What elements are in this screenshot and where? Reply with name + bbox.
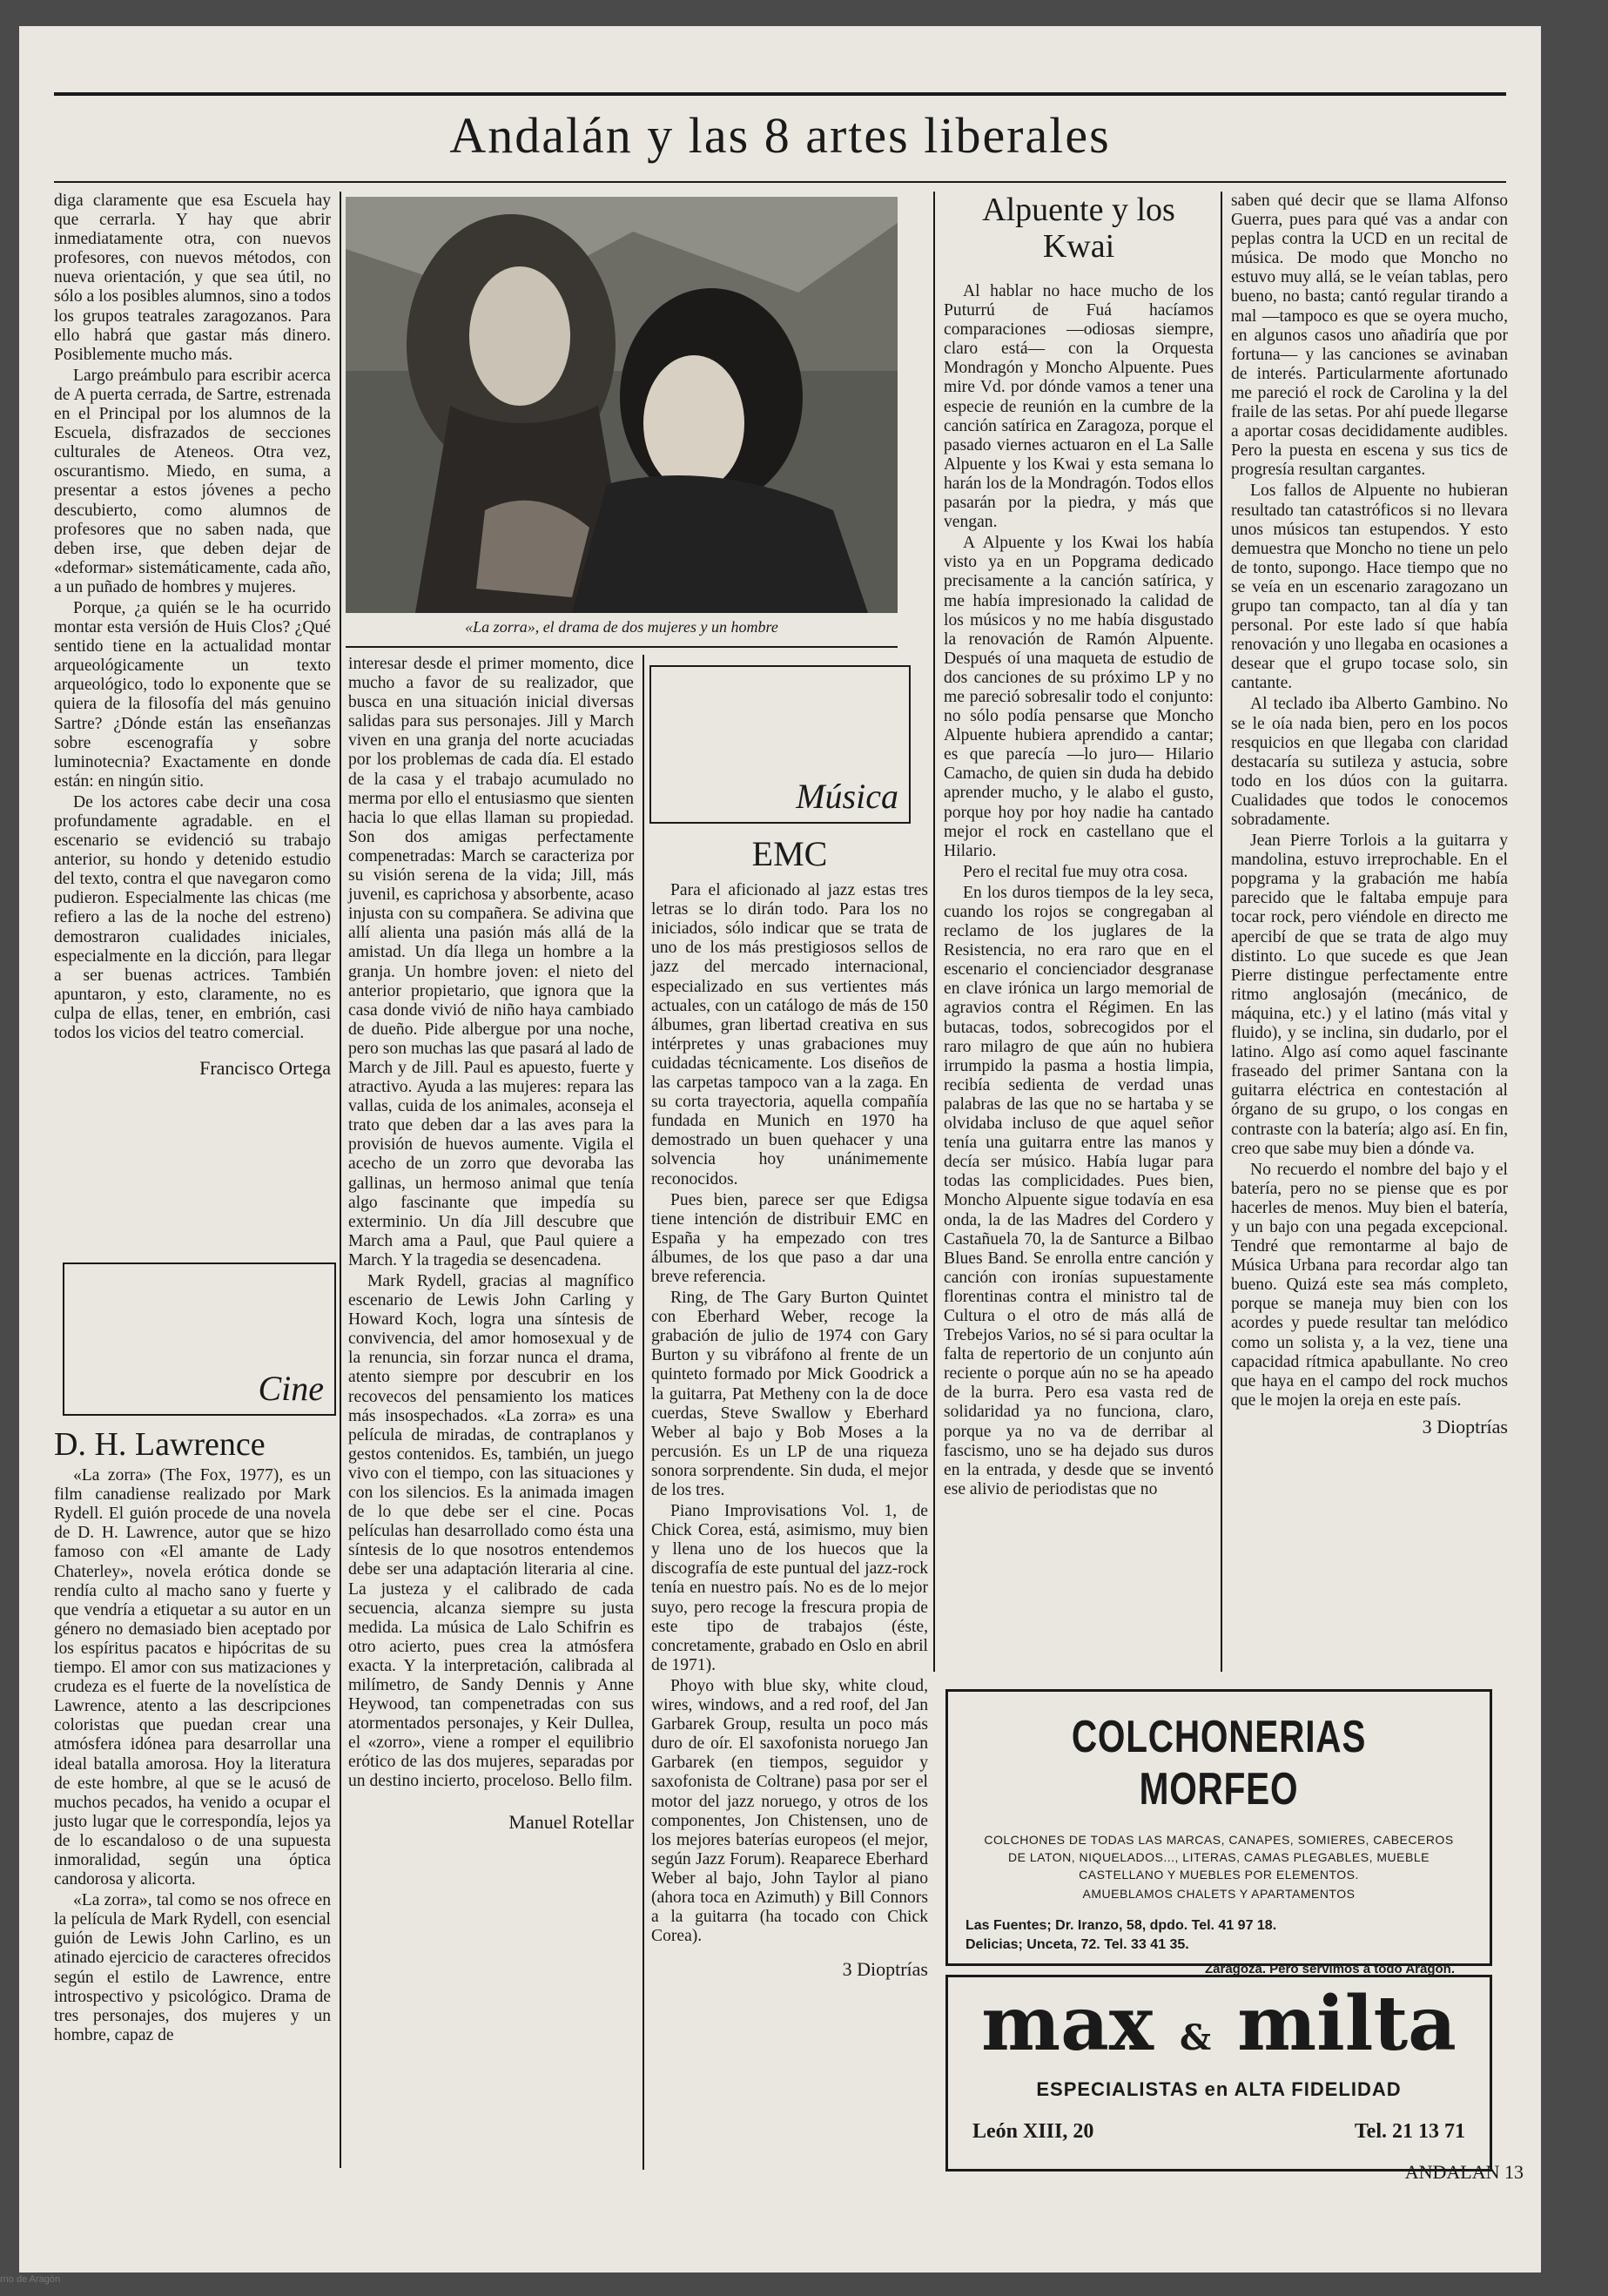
musica-paragraph: Para el aficionado al jazz estas tres letras se lo dirán todo. Para los no iniciados, sólo indicar que se trata de uno de los más prestigiosos sellos de jazz del mercado internacional, especializado en sus vertientes más actuales, con un catálogo de más de 150 álbumes, gran libertad creativa en sus intérpretes y unas grabaciones muy cuidadas técnicamente. Los diseños de las carpetas tampoco van a la zaga. En su corta trayectoria, aquella compañía fundada en Munich en 1970 ha demostrado un buen quehacer y una solvencia hoy unánimemente reconocidos.: [651, 881, 928, 1188]
ad-max-phone: Tel. 21 13 71: [1354, 2120, 1465, 2143]
musica-headline: EMC: [751, 834, 828, 873]
newspaper-page: [19, 26, 1541, 2272]
column-rule: [340, 192, 341, 2168]
musica-paragraph: Phoyo with blue sky, white cloud, wires, windows, and a red roof, del Jan Garbarek Group, resulta un poco más duro de oír. El saxofonista noruego Jan Garbarek (en tiempos, seguidor y saxofonista de Coltrane) pasa por ser el motor del jazz noruego, y otros de los componentes, Jon Chistensen, uno de los mejores baterías europeos (el mejor, según Jazz Forum). Reaparece Eberhard Weber al bajo, John Taylor al piano (ahora toca en Azimuth) y Bill Connors a la guitarra (ha tocado con Chick Corea).: [651, 1676, 928, 1946]
ad-morfeo-address-1: Las Fuentes; Dr. Iranzo, 58, dpdo. Tel. 41 97 18.: [965, 1918, 1277, 1933]
ad-max-brand-a: max: [981, 1980, 1154, 2068]
cine-paragraph: interesar desde el primer momento, dice mucho a favor de su realizador, que busca en una situación inicial diversas salidas para sus personajes. Jill y March viven en una granja del norte acuciadas por los problemas de cada día. El estado de la casa y el trabajo acumulado no merma por ello el entusiasmo que sienten hacia lo que ellas llaman su propiedad. Son dos amigas perfectamente compenetradas: March se caracteriza por su visión serena de la vida; Jill, más juvenil, es caprichosa y absorbente, acaso injusta con su compañera. Se adivina que allí alienta una pasión más allá de la amistad. Un día llega un hombre a la granja. Un hombre joven: el nieto del anterior propietario, que ignora que la casa donde vivió de niño haya cambiado de dueño. Pide albergue por una noche, pero son muchas las que pasará al lado de March y de Jill. Paul es apuesto, fuerte y atractivo. Ayuda a las mujeres: repara las vallas, cuida de los animales, aconseja el trato que deben dar a las aves para la provisión de huevos aumente. Vigila el acecho de un zorro que devoraba las gallinas, un hermoso animal que tenía algo fascinante que impedía su exterminio. Un día Jill descubre que March ama a Paul, que Paul quiere a March. Y la tragedia se desencadena.: [348, 655, 634, 1269]
musica-column: [651, 834, 928, 1981]
ad-max-ampersand: &: [1180, 2017, 1212, 2058]
film-still-photo: [346, 197, 898, 613]
cine-headline: D. H. Lawrence: [54, 1426, 266, 1463]
ad-morfeo-description: COLCHONES DE TODAS LAS MARCAS, CANAPES, SOMIERES, CABECEROS DE LATON, NIQUELADOS..., LITERAS, CAMAS PLEGABLES, MUEBLE CASTELLANO Y MUEBLES POR ELEMENTOS.: [984, 1833, 1454, 1882]
ad-max-milta-logo: [948, 1980, 1490, 2078]
ad-max-specialty: ESPECIALISTAS en ALTA FIDELIDAD: [1036, 2078, 1402, 2100]
theatre-author: Francisco Ortega: [199, 1057, 331, 1080]
musica-paragraph: Piano Improvisations Vol. 1, de Chick Corea, está, asimismo, muy bien y llena uno de los huecos que la discografía de este puntual del jazz-rock tenía en nuestro país. No es de lo mejor suyo, pero recoge la frescura propia de este tipo de trabajos (éste, concretamente, grabado en Oslo en abril de 1971).: [651, 1502, 928, 1674]
theatre-paragraph: diga claramente que esa Escuela hay que cerrarla. Y hay que abrir inmediatamente otra, con nuevos profesores, con nuevos métodos, con nueva orientación, y que sea útil, no sólo a los posibles alumnos, sino a todos los grupos teatrales zaragozanos. Para ello habrá que gastar más dinero. Posiblemente mucho más.: [54, 192, 331, 364]
cine-label: Cine: [258, 1369, 324, 1408]
archive-credit: rno de Aragón: [0, 2274, 61, 2285]
title-rule: [54, 181, 1506, 183]
column-rule: [933, 192, 935, 1672]
column-rule: [643, 655, 644, 2170]
ad-max-contact-row: [972, 2120, 1465, 2144]
theatre-column: [54, 192, 331, 1078]
cine-continued-column: [348, 655, 634, 1832]
alpuente-paragraph: En los duros tiempos de la ley seca, cuando los rojos se congregaban al reclamo de los juglares de la Resistencia, no era raro que en el escenario el concienciador desgranase en clave irónica un largo memorial de agravios contra el Régimen. En las butacas, todos, sobrecogidos por el raro milagro de que aún no hubiera irrumpido la pasma a hostia limpia, recibía sedienta de verdad unas palabras de las que no se hartaba y se olvidaba incluso de que aquel señor tenía una guitarra entre las manos y decía ser músico. Había lugar para todas las complicidades. Pues bien, Moncho Alpuente sigue todavía en esa onda, la de las Madres del Cordero y Castañuela 70, la de Santurce a Bilbao Blues Band. Se enrolla entre canción y canción con ironías supuestamente florentinas contra el ministro tal de Cultura o el otro de más allá de Trebejos Varios, no sé si para ocultar la falta de repertorio de un conjunto aún reciente o porque aún no se ha apeado de la burra. Pero esa vasta red de solidaridad ya no funciona, claro, porque ya no va de derribar al fascismo, uno se ha dejado sus duros en la entrada, y desde que se inventó ese alivio de periodistas que no: [944, 883, 1214, 1498]
alpuente-headline: Alpuente y los Kwai: [982, 192, 1175, 265]
photo-caption: «La zorra», el drama de dos mujeres y un hombre: [465, 618, 778, 636]
cine-column: [54, 1426, 331, 2047]
theatre-paragraph: Porque, ¿a quién se le ha ocurrido montar esta versión de Huis Clos? ¿Qué sentido tiene en la actualidad montar arqueológicamente un texto arqueológico, todo lo exponente que se quiera de la filosofía del más genuino Sartre? ¿Dónde están las enseñanzas sobre escenografía y sobre luminotecnia? Exactamente en donde están: en ningún sitio.: [54, 598, 331, 791]
alpuente-paragraph: Los fallos de Alpuente no hubieran resultado tan catastróficos si no llevara unos músicos tan estupendos. Y esto demuestra que Moncho no tiene un pelo de tonto, supongo. Hace tiempo que no se veía en un escenario zaragozano un grupo tan compacto, tan al día y tan personal. Por este lado sí que había renovación y uno llegaba en ocasiones a desear que el grupo tocase solo, sin cantante.: [1231, 481, 1508, 693]
alpuente-paragraph: Al hablar no hace mucho de los Puturrú de Fuá hacíamos comparaciones —odiosas siempre, claro está— con la Orquesta Mondragón y Moncho Alpuente. Pues mire Vd. por dónde vamos a tener una especie de reunión en la cumbre de la canción satírica en Zaragoza, porque el pasado viernes actuaron en el La Salle Alpuente y los Kwai y esta semana lo harán los de la Mondragón. Todos ellos pasarán por la piedra, y más que vengan.: [944, 282, 1214, 532]
musica-paragraph: Pues bien, parece ser que Edigsa tiene intención de distribuir EMC en España y ha empezado con tres álbumes, de los que paso a dar una breve referencia.: [651, 1190, 928, 1286]
cine-section-box: [63, 1262, 336, 1416]
ad-morfeo-description-2: AMUEBLAMOS CHALETS Y APARTAMENTOS: [1082, 1887, 1356, 1901]
cine-paragraph: «La zorra», tal como se nos ofrece en la película de Mark Rydell, con esencial guión de Lewis John Carlino, es un atinado ejercicio de caracteres ofrecidos según el estilo de Lawrence, entre introspectivo y psicológico. Drama de tres personajes, dos mujeres y un hombre, capaz de: [54, 1891, 331, 2044]
ad-max-address: León XIII, 20: [972, 2120, 1094, 2143]
caption-rule: [346, 646, 898, 648]
musica-paragraph: Ring, de The Gary Burton Quintet con Eberhard Weber, recoge la grabación de julio de 1974 con Gary Burton y su vibráfono al frente de un quinteto formado por Mick Goodrick a la guitarra, Pat Metheny con la de doce cuerdas, Steve Swallow y Eberhard Weber al bajo y Bob Moses a la percusión. Es un LP de una riqueza sonora sorprendente. Sin duda, el mejor de los tres.: [651, 1289, 928, 1499]
page-title: Andalán y las 8 artes liberales: [449, 107, 1111, 164]
ad-morfeo-brand: COLCHONERIAS MORFEO: [1071, 1712, 1367, 1815]
ad-morfeo-footer: Zaragoza. Pero servimos a todo Aragón.: [1204, 1962, 1455, 1976]
musica-section-box: [649, 665, 911, 824]
alpuente-paragraph: No recuerdo el nombre del bajo y el batería, pero no se piense que es por hacerles de menos. Muy bien el batería, y un bajo con una pegada excepcional. Tendré que remontarme al bajo de Música Urbana para recordar algo tan bueno. Quizá este sea más completo, porque se maneja muy bien con los acordes y puede resultar tan melódico como un solista y, a la vez, tiene una capacidad rítmica apabullante. No creo que haya en el campo del rock muchos que le mojen la oreja en este país.: [1231, 1160, 1508, 1410]
column-rule: [1221, 192, 1222, 1672]
alpuente-continued-column: [1231, 192, 1508, 1437]
alpuente-author: 3 Dioptrías: [1422, 1415, 1508, 1438]
alpuente-paragraph: Jean Pierre Torlois a la guitarra y mandolina, estuvo irreprochable. En el popgrama y la grabación me había parecido que le faltaba empuje para tocar rock, pero viéndole en directo me apercibí de que se trata de algo muy distinto. Lo que sucede es que Jean Pierre distingue perfectamente entre ritmo anglosajón (mecánico, de máquina, etc.) y el latino (más vital y fluido), y se inclina, sin dudarlo, por el latino. Algo así como aquel fascinante fraseado del primer Santana con la guitarra eléctrica en contestación al órgano de su grupo, o los congas en contraste con la batería; algo así. En fin, creo que sabe muy bien a dónde va.: [1231, 832, 1508, 1158]
cine-paragraph: «La zorra» (The Fox, 1977), es un film canadiense realizado por Mark Rydell. El guión procede de una novela de D. H. Lawrence, autor que se hizo famoso con «El amante de Lady Chaterley», novela erótica donde se rendía culto al macho sano y fuerte y que vendría a etiquetar a su autor en un género no demasiado bien aceptado por los espíritus pacatos e hipócritas de su tiempo. El amor con sus matizaciones y crudeza es el fuerte de la novelística de Lawrence, atento a las descripciones coloristas que puedan crear una atmósfera idónea para desarrollar una ideal batalla amorosa. Hoy la literatura de este hombre, al que se le acusó de muchos pecados, ha venido a ocupar el justo lugar que le correspondía, lejos ya de lo escandaloso o de una supuesta inmoralidad, según una óptica candorosa y alicorta.: [54, 1466, 331, 1889]
alpuente-paragraph: A Alpuente y los Kwai los había visto ya en un Popgrama dedicado precisamente a la canción satírica, y me había impresionado la calidad de los músicos y no me había disgustado la renovación de Ramón Alpuente. Después oí una maqueta de estudio de dos canciones de su próximo LP y no me pareció sobresalir todo el conjunto: no sólo podía pensarse que Moncho Alpuente hubiera aprendido a cantar; es que parecía —lo juro— Hilario Camacho, de quien sin duda ha debido aprender mucho, y le alabo el gusto, porque hoy por hoy nadie ha cantado mejor el rock en castellano que el Hilario.: [944, 534, 1214, 860]
ad-colchonerias-morfeo: [945, 1689, 1492, 1976]
ad-max-milta: [945, 1975, 1492, 2171]
top-rule: [54, 92, 1506, 96]
ad-max-brand-b: milta: [1237, 1980, 1457, 2068]
theatre-paragraph: De los actores cabe decir una cosa profundamente agradable. en el escenario se evidenció su trabajo anterior, su hondo y detenido estudio del texto, contra el que navegaron como pudieron. Especialmente las chicas (me refiero a las de la noche del estreno) demostraron cualidades iniciales, especialmente en la dicción, para llegar a ser buenas actrices. También apuntaron, y esto, claramente, no es culpa de ellas, tener, en embrión, casi todos los vicios del teatro comercial.: [54, 792, 331, 1043]
page-folio: ANDALAN 13: [1404, 2161, 1524, 2183]
musica-label: Música: [796, 777, 898, 816]
theatre-paragraph: Largo preámbulo para escribir acerca de A puerta cerrada, de Sartre, estrenada en el Principal por los alumnos de la Escuela, disfrazados de secciones culturales de Ateneos. Otra vez, oscurantismo. Miedo, en suma, a presentar a estos jóvenes a pecho descubierto, como alumnos de profesores que no saben nada, que deben irse, que deben dejar de «deformar» sistemáticamente, cada año, a un puñado de hombres y mujeres.: [54, 366, 331, 596]
ad-morfeo-address-2: Delicias; Unceta, 72. Tel. 33 41 35.: [965, 1937, 1189, 1952]
musica-author: 3 Dioptrías: [842, 1958, 928, 1981]
alpuente-column: [944, 192, 1214, 1501]
alpuente-paragraph: Pero el recital fue muy otra cosa.: [963, 862, 1188, 881]
film-still-image: [346, 197, 898, 613]
cine-author: Manuel Rotellar: [508, 1810, 634, 1833]
alpuente-paragraph: Al teclado iba Alberto Gambino. No se le oía nada bien, pero en los pocos resquicios en que llegaba con claridad destacaría su sutileza y astucia, sobre todo en los dúos con la guitarra. Cualidades que todos le conocemos sobradamente.: [1231, 695, 1508, 829]
cine-paragraph: Mark Rydell, gracias al magnífico escenario de Lewis John Carling y Howard Koch, logra una síntesis de convivencia, del amor homosexual y de la renuncia, sin forzar nunca el drama, atento siempre por descubrir en los recovecos del pensamiento los matices más insospechados. «La zorra» es una película de miradas, de contraplanos y gestos contenidos. Es, también, un juego vivo con el tiempo, con las situaciones y con los silencios. Es la animada imagen de lo que debe ser el cine. Pocas películas han desarrollado como ésta una síntesis de lo que nosotros entendemos debe ser una adaptación literaria al cine. La justeza y el calibrado de cada secuencia, alcanza siempre su justa medida. La música de Lalo Schifrin es otro acierto, pues crea la atmósfera exacta. Y la interpretación, calibrada al milímetro, de Sandy Dennis y Anne Heywood, tan compenetradas con sus atormentados personajes, y Keir Dullea, el «zorro», viene a romper el equilibrio erótico de las dos mujeres, separadas por un destino incierto, proceloso. Bello film.: [348, 1272, 634, 1791]
alpuente-paragraph: saben qué decir que se llama Alfonso Guerra, pues para qué vas a andar con peplas contra la UCD en un recital de música. De modo que Moncho no estuvo muy allá, se le veían tablas, pero bueno, no basta; cantó regular tirando a mal —tampoco es que se oyera mucho, en algunos casos uno añadiría que por fortuna— y las canciones se avinaban de interés. Particularmente afortunado me pareció el rock de Carolina y la del fraile de las setas. Por ahí puede llegarse a aportar cosas decididamente audibles. Pero la puesta en escena y sus tics de progresía resultan cargantes.: [1231, 192, 1508, 480]
